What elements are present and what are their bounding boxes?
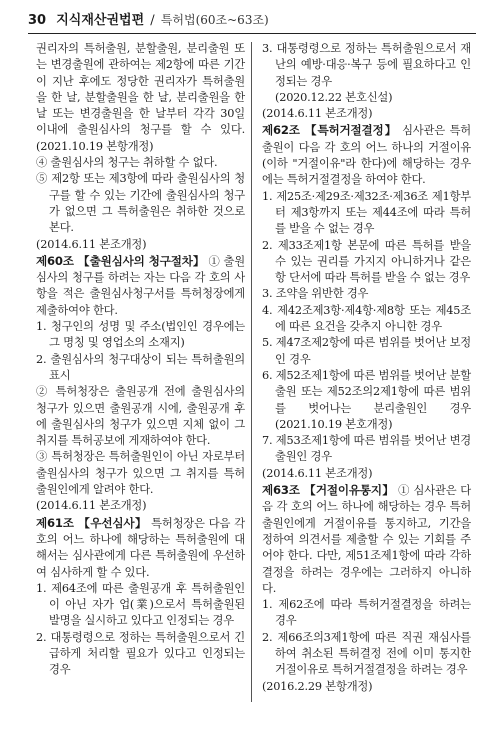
amendment-note: (2020.12.22 본호신설) xyxy=(275,90,393,104)
article-body: 특허청장은 다음 각 호의 어느 하나에 해당하는 특허출원에 대해서는 심사관에게 다른 특허출원에 우선하여 심사하게 할 수 있다. xyxy=(36,516,245,579)
paragraph: ⑤ 제2항 또는 제3항에 따라 출원심사의 청구를 할 수 있는 기간에 출원심사의 청구가 없으면 그 특허출원은 취하한 것으로 본다. xyxy=(36,172,245,235)
column-divider xyxy=(251,42,252,702)
list-item: 2. 제66조의3제1항에 따른 직권 재심사를 하여 취소된 특허결정 전에 이미 통지한 거절이유로 특허거절결정을 하려는 경우 xyxy=(262,630,471,677)
list-item: 5. 제47조제2항에 따른 범위를 벗어난 보정인 경우 xyxy=(262,336,471,366)
list-item: 2. 제33조제1항 본문에 따른 특허를 받을 수 있는 권리를 가지지 아니하거나 같은 항 단서에 따라 특허를 받을 수 없는 경우 xyxy=(262,238,471,285)
list-item: 1. 제25조·제29조·제32조·제36조 제1항부터 제3항까지 또는 제44조에 따라 특허를 받을 수 없는 경우 xyxy=(262,189,471,236)
paragraph: ② 특허청장은 출원공개 전에 출원심사의 청구가 있으면 출원공개 시에, 출원공개 후에 출원심사의 청구가 있으면 지체 없이 그 취지를 특허공보에 게재하여야 한다. xyxy=(36,385,245,448)
list-item: 1. 제64조에 따른 출원공개 후 특허출원인이 아닌 자가 업(業)으로서 특허출원된 발명을 실시하고 있다고 인정되는 경우 xyxy=(36,581,245,628)
list-item: 4. 제42조제3항·제4항·제8항 또는 제45조에 따른 요건을 갖추지 아니한 경우 xyxy=(262,303,471,334)
amendment-note: (2014.6.11 본조개정) xyxy=(36,499,147,513)
section-range: 특허법(60조~63조) xyxy=(160,13,269,27)
right-column xyxy=(262,41,471,695)
article-62 xyxy=(262,122,471,188)
paragraph: ④ 출원심사의 청구는 취하할 수 없다. xyxy=(36,156,218,170)
list-item: 3. 대통령령으로 정하는 특허출원으로서 재난의 예방·대응·복구 등에 필요하다고 인정되는 경우 xyxy=(262,42,471,88)
amendment-note: (2014.6.11 본조개정) xyxy=(36,237,147,251)
amendment-note: (2016.2.29 본항개정) xyxy=(262,679,373,693)
article-body: ① 심사관은 다음 각 호의 어느 하나에 해당하는 경우 특허출원인에게 거절이유를 통지하고, 기간을 정하여 의견서를 제출할 수 있는 기회를 주어야 한다. 다만, 제51조제1항에 따라 각하결정을 하려는 경우에는 그러하지 아니하다. xyxy=(262,484,471,595)
list-item: 1. 제62조에 따라 특허거절결정을 하려는 경우 xyxy=(262,598,471,628)
article-title: 제60조 【출원심사의 청구절차】 xyxy=(36,253,205,268)
amendment-note: (2014.6.11 본조개정) xyxy=(262,107,373,121)
article-61 xyxy=(36,515,245,581)
list-item: 6. 제52조제1항에 따른 범위를 벗어난 분할출원 또는 제52조의2제1항에 따른 범위를 벗어나는 분리출원인 경우(2021.10.19 본호개정) xyxy=(262,368,471,431)
article-title: 제62조 【특허거절결정】 xyxy=(262,123,398,138)
article-body: 심사관은 특허출원이 다음 각 호의 어느 하나의 거절이유(이하 "거절이유"라 한다)에 해당하는 경우에는 특허거절결정을 하여야 한다. xyxy=(262,124,471,187)
header-rule xyxy=(28,33,476,34)
amendment-note: (2014.6.11 본조개정) xyxy=(262,466,373,480)
article-title: 제63조 【거절이유통지】 xyxy=(262,483,395,498)
list-item: 7. 제53조제1항에 따른 범위를 벗어난 변경출원인 경우 xyxy=(262,434,471,464)
list-item: 3. 조약을 위반한 경우 xyxy=(262,287,369,301)
running-header xyxy=(28,10,476,30)
page-number: 30 xyxy=(28,13,47,28)
list-item: 1. 청구인의 성명 및 주소(법인인 경우에는 그 명칭 및 영업소의 소재지) xyxy=(36,320,245,350)
article-60 xyxy=(36,253,245,319)
left-column xyxy=(36,41,245,679)
list-item: 2. 출원심사의 청구대상이 되는 특허출원의 표시 xyxy=(36,352,245,382)
article-title: 제61조 【우선심사】 xyxy=(36,515,148,530)
paragraph: ③ 특허청장은 특허출원인이 아닌 자로부터 출원심사의 청구가 있으면 그 취지를 특허출원인에게 알려야 한다. xyxy=(36,450,245,497)
article-63 xyxy=(262,482,471,597)
book-title: 지식재산권법편 xyxy=(56,13,145,28)
list-item: 2. 대통령령으로 정하는 특허출원으로서 긴급하게 처리할 필요가 있다고 인정되는 경우 xyxy=(36,630,245,677)
paragraph: 권리자의 특허출원, 분할출원, 분리출원 또는 변경출원에 관하여는 제2항에 따른 기간이 지난 후에도 정당한 권리자가 특허출원을 한 날, 분할출원을 한 날, 분리출원을 한 날 또는 변경출원을 한 날부터 각각 30일 이내에 출원심사의 청구를 할 수 있다.(2021.10.19 본항개정) xyxy=(36,42,245,153)
header-separator: / xyxy=(150,13,155,28)
article-body: ① 출원심사의 청구를 하려는 자는 다음 각 호의 사항을 적은 출원심사청구서를 특허청장에게 제출하여야 한다. xyxy=(36,254,245,317)
